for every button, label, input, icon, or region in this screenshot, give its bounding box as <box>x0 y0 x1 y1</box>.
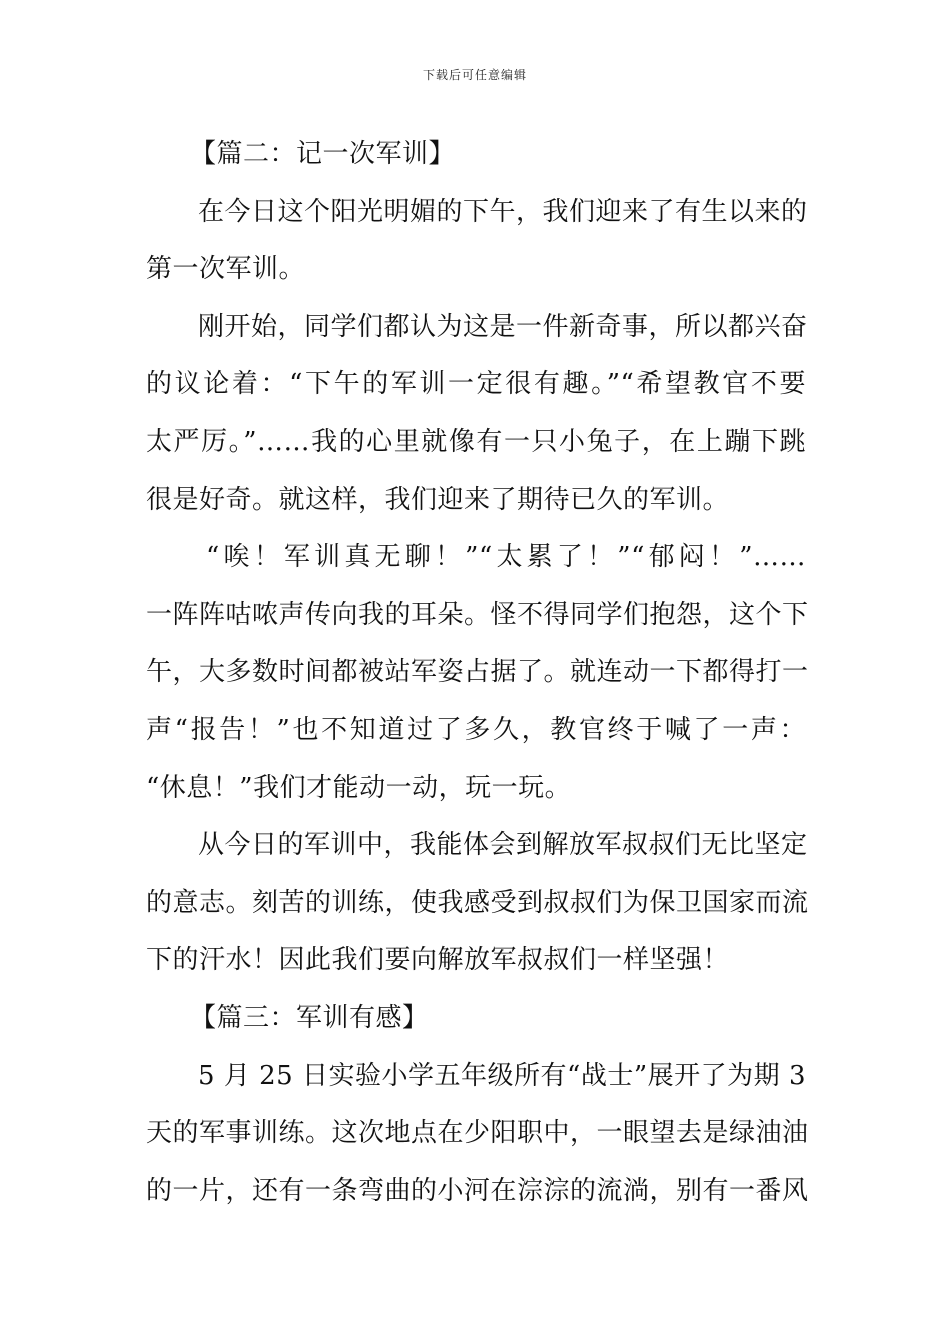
header-note: 下载后可任意编辑 <box>422 68 527 82</box>
paragraph-line: 声“报告！”也不知道过了多久，教官终于喊了一声： <box>146 714 806 745</box>
paragraph-line: 5 月 25 日实验小学五年级所有“战士”展开了为期 3 <box>198 1060 806 1091</box>
paragraph-line: 天的军事训练。这次地点在少阳职中，一眼望去是绿油油 <box>146 1118 809 1149</box>
paragraph-line: 刚开始，同学们都认为这是一件新奇事，所以都兴奋 <box>198 311 808 342</box>
section-heading-2: 【篇二：记一次军训】 <box>190 139 456 169</box>
paragraph-line: 第一次军训。 <box>146 254 306 285</box>
paragraph-line: 的议论着：“下午的军训一定很有趣。”“希望教官不要 <box>146 369 806 400</box>
paragraph-line: 从今日的军训中，我能体会到解放军叔叔们无比坚定 <box>198 830 808 861</box>
paragraph-line: “唉！军训真无聊！”“太累了！”“郁闷！”…… <box>206 542 806 573</box>
paragraph-line: 的一片，还有一条弯曲的小河在淙淙的流淌，别有一番风 <box>146 1175 809 1206</box>
section-heading-3: 【篇三：军训有感】 <box>190 1002 429 1033</box>
paragraph-line: 一阵阵咕哝声传向我的耳朵。怪不得同学们抱怨，这个下 <box>146 599 809 630</box>
paragraph-line: 午，大多数时间都被站军姿占据了。就连动一下都得打一 <box>146 657 809 688</box>
paragraph-line: 很是好奇。就这样，我们迎来了期待已久的军训。 <box>146 484 730 515</box>
paragraph-line: “休息！”我们才能动一动，玩一玩。 <box>146 772 572 803</box>
document-body <box>146 126 809 1220</box>
paragraph-line: 在今日这个阳光明媚的下午，我们迎来了有生以来的 <box>198 196 808 227</box>
paragraph-line: 太严厉。”……我的心里就像有一只小兔子，在上蹦下跳 <box>146 426 806 457</box>
paragraph-line: 下的汗水！因此我们要向解放军叔叔们一样坚强！ <box>146 945 730 976</box>
paragraph-line: 的意志。刻苦的训练，使我感受到叔叔们为保卫国家而流 <box>146 887 809 918</box>
